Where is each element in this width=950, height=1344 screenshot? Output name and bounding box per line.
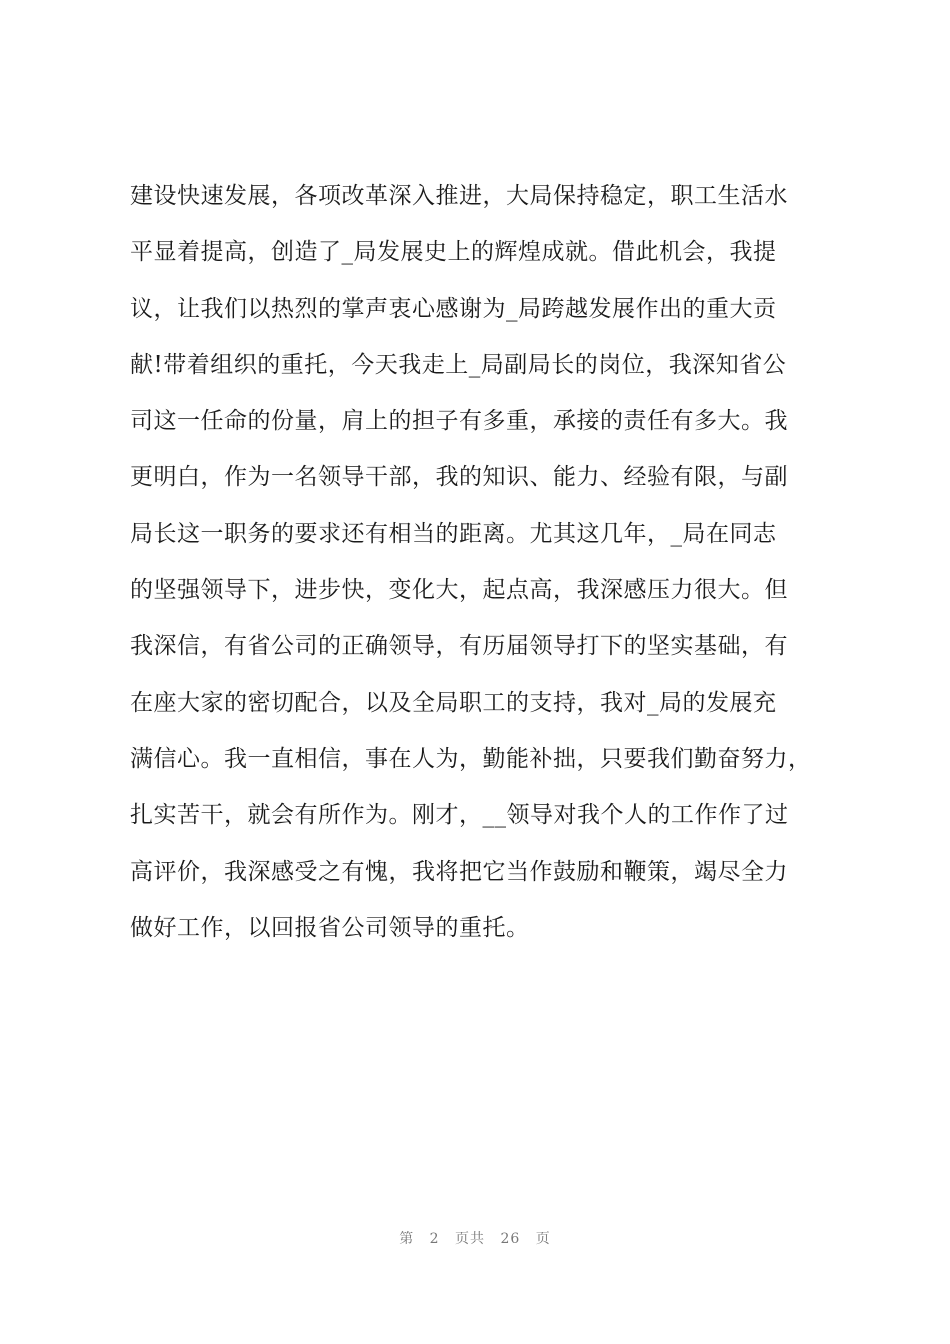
text-line: 扎实苦干，就会有所作为。刚才，__领导对我个人的工作作了过 (130, 802, 789, 829)
footer-page-prefix: 第 (399, 1231, 415, 1247)
text-line: 建设快速发展，各项改革深入推进，大局保持稳定，职工生活水 (130, 183, 788, 209)
text-line: 的坚强领导下，进步快，变化大，起点高，我深感压力很大。但 (130, 577, 788, 604)
body-paragraph (130, 168, 860, 956)
text-line: 更明白，作为一名领导干部，我的知识、能力、经验有限，与副 (130, 464, 788, 491)
text-line: 高评价，我深感受之有愧，我将把它当作鼓励和鞭策，竭尽全力 (130, 858, 788, 885)
page-footer (0, 1228, 950, 1248)
text-line: 我深信，有省公司的正确领导，有历届领导打下的坚实基础，有 (130, 633, 788, 660)
text-line: 做好工作，以回报省公司领导的重托。 (130, 914, 530, 941)
text-line: 献!带着组织的重托，今天我走上_局副局长的岗位，我深知省公 (130, 351, 787, 378)
footer-total-pages: 26 (500, 1231, 521, 1247)
footer-page-number: 2 (429, 1231, 440, 1247)
text-line: 局长这一职务的要求还有相当的距离。尤其这几年，_局在同志 (130, 520, 777, 547)
text-line: 司这一任命的份量，肩上的担子有多重，承接的责任有多大。我 (130, 408, 788, 435)
text-line: 议，让我们以热烈的掌声衷心感谢为_局跨越发展作出的重大贡 (130, 295, 777, 322)
footer-page-suffix: 页 (535, 1231, 551, 1247)
text-line: 在座大家的密切配合，以及全局职工的支持，我对_局的发展充 (130, 689, 777, 716)
text-line: 平显着提高，创造了_局发展史上的辉煌成就。借此机会，我提 (130, 239, 777, 266)
text-line: 满信心。我一直相信，事在人为，勤能补拙，只要我们勤奋努力， (130, 745, 812, 772)
footer-page-middle: 页共 (455, 1231, 486, 1247)
